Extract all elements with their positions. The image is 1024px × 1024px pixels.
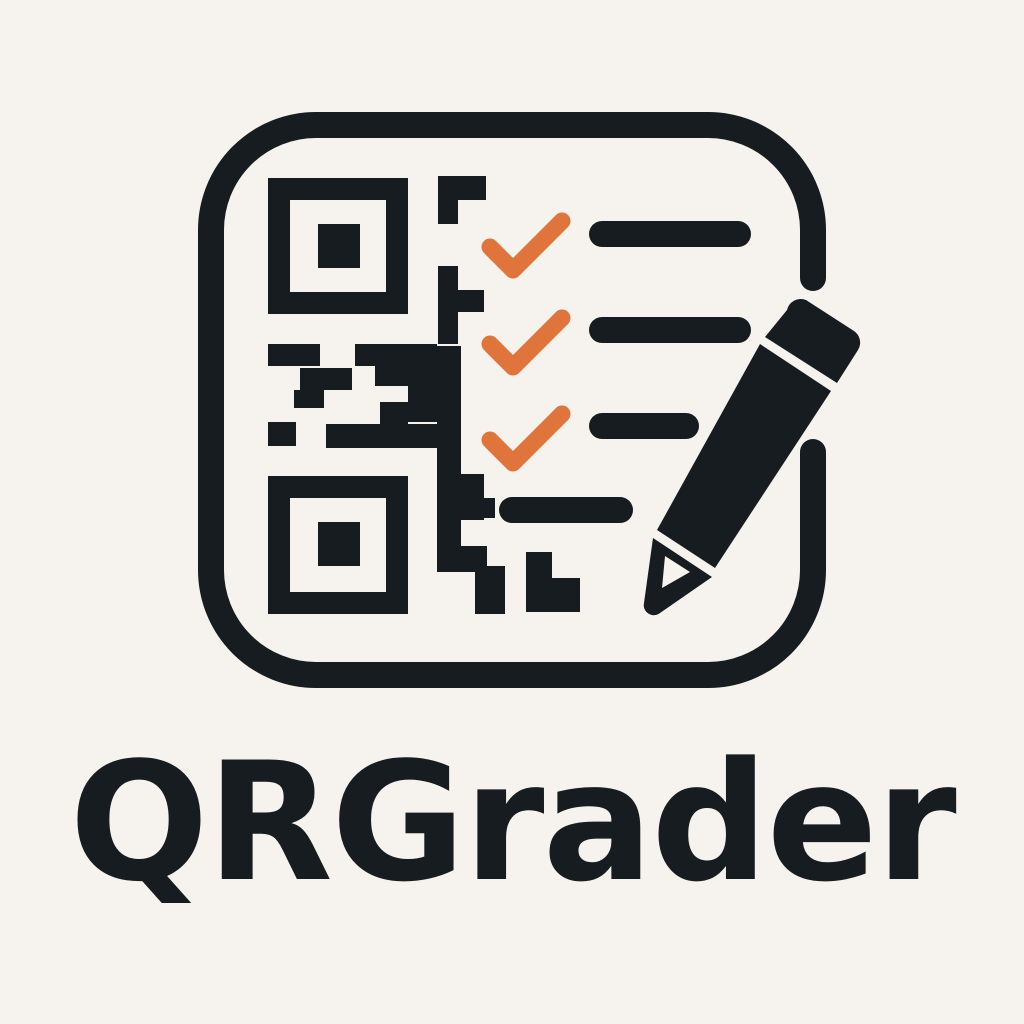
check-icon	[490, 414, 562, 463]
pencil-icon	[644, 299, 860, 615]
check-icon	[490, 221, 562, 270]
check-icon	[490, 318, 562, 367]
app-name: QRGrader	[69, 727, 955, 918]
